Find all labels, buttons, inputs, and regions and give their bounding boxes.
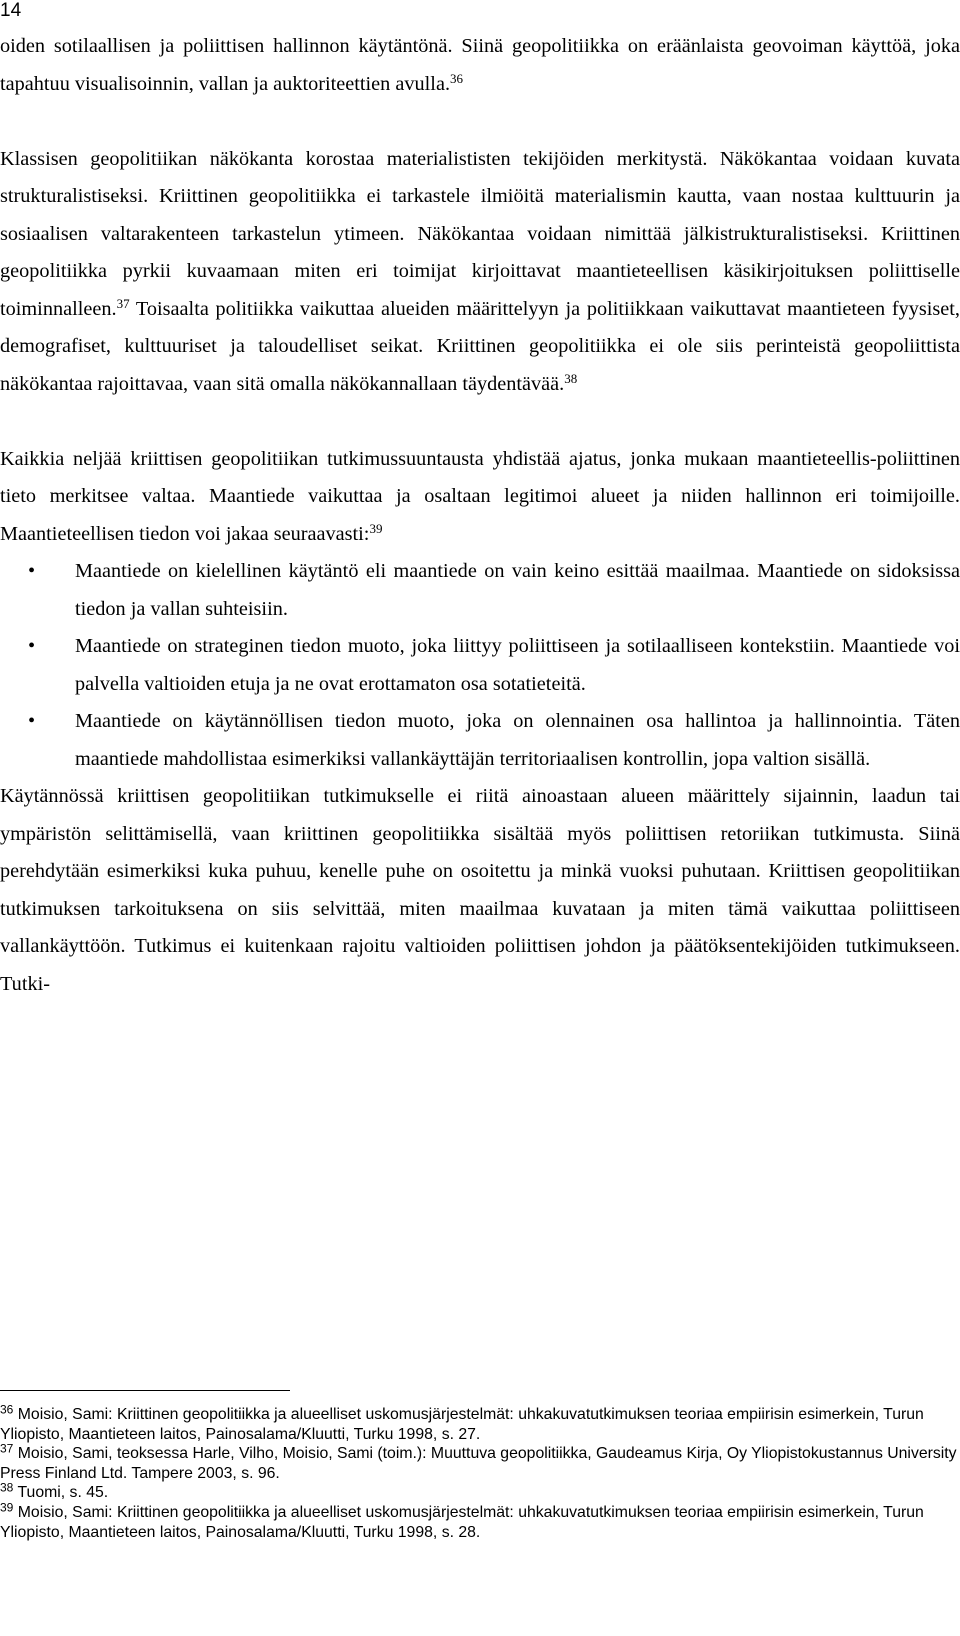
footnote-ref[interactable]: 36: [450, 70, 464, 86]
bullet-icon: •: [28, 710, 36, 732]
paragraph: Klassisen geopolitiikan näkökanta korostaa materialististen tekijöiden merkitystä. Näkökantaa voidaan kuvata strukturalistiseksi. Kriittinen geopolitiikka ei tarkastele ilmiöitä materialismin kautta, vaan nostaa kulttuurin ja sosiaalisen valtarakenteen tarkastelun ytimeen. Näkökantaa voidaan nimittää jälkistrukturalistiseksi. Kriittinen geopolitiikka pyrkii kuvaamaan miten eri toimijat kirjoittavat maantieteellisen käsikirjoituksen poliittiselle toiminnalleen.$^{37}$ Toisaalta politiikka vaikuttaa alueiden määrittelyyn ja politiikkaan vaikuttavat maantieteen fyysiset, demografiset, kulttuuriset ja taloudelliset seikat. Kriittinen geopolitiikka ei ole siis perinteistä geopoliittista näkökantaa rajoittavaa, vaan sitä omalla näkökannallaan täydentävää.$^{38}$: [0, 147, 960, 395]
paragraph: Käytännössä kriittisen geopolitiikan tutkimukselle ei riitä ainoastaan alueen määrittely sijainnin, laadun tai ympäristön selittämisellä, vaan kriittinen geopolitiikka sisältää myös poliittisen retoriikan tutkimusta. Siinä perehdytään esimerkiksi kuka puhuu, kenelle puhe on osoitettu ja minkä vuoksi puhutaan. Kriittisen geopolitiikan tutkimuksen tarkoituksena on siis selvittää, miten maailmaa kuvataan ja miten tämä vaikuttaa poliittiseen vallankäyttöön. Tutkimus ei kuitenkaan rajoitu valtioiden poliittisen johdon ja päätöksentekijöiden tutkimukseen. Tutki-: [0, 785, 960, 995]
footnote: $^{37}$ Moisio, Sami, teoksessa Harle, Vilho, Moisio, Sami (toim.): Muuttuva geopolitiikka, Gaudeamus Kirja, Oy Yliopistokustannus University Press Finland Ltd. Tampere 2003, s. 96.: [0, 1441, 957, 1482]
list-item: • Maantiede on kielellinen käytäntö eli maantiede on vain keino esittää maailmaa. Maantiede on sidoksissa tiedon ja vallan suhteisiin.: [0, 553, 960, 628]
footnote-ref[interactable]: 38: [564, 370, 578, 386]
footnote-separator: [0, 1390, 290, 1391]
footnote-number: 36: [0, 1402, 14, 1417]
bullet-list: [0, 553, 960, 778]
list-item: • Maantiede on strateginen tiedon muoto, joka liittyy poliittiseen ja sotilaalliseen kontekstiin. Maantiede voi palvella valtioiden etuja ja ne ovat erottamaton osa sotatieteitä.: [0, 628, 960, 703]
body-text: [0, 28, 960, 1003]
footnote-ref[interactable]: 39: [369, 520, 383, 536]
list-item: • Maantiede on käytännöllisen tiedon muoto, joka on olennainen osa hallintoa ja hallinnointia. Täten maantiede mahdollistaa esimerkiksi vallankäyttäjän territoriaalisen kontrollin, jopa valtion sisällä.: [0, 703, 960, 778]
footnote-number: 37: [0, 1441, 14, 1456]
footnote-ref[interactable]: 37: [116, 295, 130, 311]
footnote: $^{38}$ Tuomi, s. 45.: [0, 1480, 109, 1502]
footnote: $^{39}$ Moisio, Sami: Kriittinen geopolitiikka ja alueelliset uskomusjärjestelmät: uhkakuvatutkimuksen teoriaa empiirisin esimerkein, Turun Yliopisto, Maantieteen laitos, Painosalama/Kluutti, Turku 1998, s. 28.: [0, 1500, 924, 1541]
paragraph: Kaikkia neljää kriittisen geopolitiikan tutkimussuuntausta yhdistää ajatus, jonka mukaan maantieteellis-poliittinen tieto merkitsee valtaa. Maantiede vaikuttaa ja osaltaan legitimoi alueet ja niiden hallinnon eri toimijoille. Maantieteellisen tiedon voi jakaa seuraavasti:$^{39}$: [0, 447, 960, 545]
page-number: 14: [0, 0, 22, 21]
footnotes: [0, 1402, 960, 1542]
footnote-number: 38: [0, 1480, 14, 1495]
bullet-icon: •: [28, 560, 36, 582]
footnote: $^{36}$ Moisio, Sami: Kriittinen geopolitiikka ja alueelliset uskomusjärjestelmät: uhkakuvatutkimuksen teoriaa empiirisin esimerkein, Turun Yliopisto, Maantieteen laitos, Painosalama/Kluutti, Turku 1998, s. 27.: [0, 1402, 924, 1443]
bullet-icon: •: [28, 635, 36, 657]
footnote-number: 39: [0, 1500, 14, 1515]
paragraph: oiden sotilaallisen ja poliittisen hallinnon käytäntönä. Siinä geopolitiikka on eräänlaista geovoiman käyttöä, joka tapahtuu visualisoinnin, vallan ja auktoriteettien avulla.$^{36}$: [0, 35, 960, 95]
